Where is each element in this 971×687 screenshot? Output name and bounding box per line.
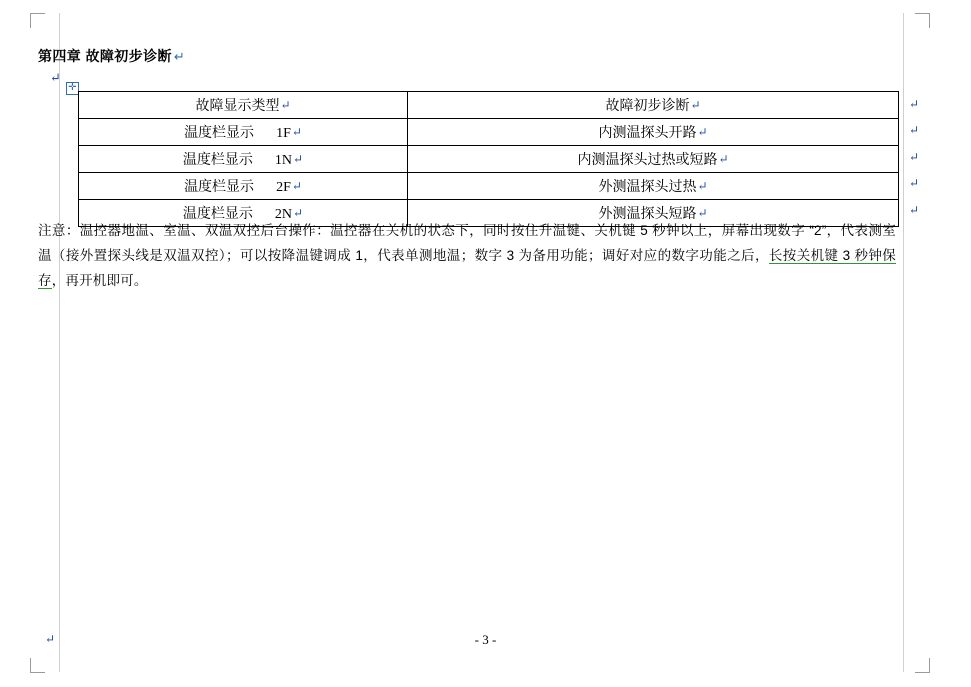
row-type-label: 温度栏显示 bbox=[182, 207, 253, 222]
row-diagnosis: 外测温探头短路 bbox=[598, 207, 697, 222]
table-header-type-label: 故障显示类型 bbox=[195, 99, 280, 114]
note-text-part2: ，再开机即可。 bbox=[51, 273, 148, 288]
cell-paragraph-mark-icon: ↵ bbox=[690, 98, 701, 112]
row-paragraph-mark-icon: ↵ bbox=[909, 202, 920, 217]
cell-paragraph-mark-icon: ↵ bbox=[291, 125, 302, 139]
table-row bbox=[79, 119, 899, 146]
table-cell-type bbox=[79, 173, 408, 200]
cell-paragraph-mark-icon: ↵ bbox=[293, 206, 304, 220]
table-header-diagnosis-label: 故障初步诊断 bbox=[605, 99, 690, 114]
table-cell-diagnosis bbox=[408, 146, 899, 173]
blank-paragraph-mark-icon: ↵ bbox=[50, 70, 61, 85]
table-row bbox=[79, 173, 899, 200]
fault-diagnosis-table bbox=[78, 91, 899, 227]
row-code: 1N bbox=[274, 153, 293, 168]
note-text-part1: 注意：温控器地温、室温、双温双控后台操作：温控器在关机的状态下，同时按住升温键、关机键 5 秒钟以上，屏幕出现数字 “2”，代表测室温（接外置探头线是双温双控）；可以按降温键调成 1，代表单测地温；数字 3 为备用功能；调好对应的数字功能之后， bbox=[38, 223, 896, 263]
table-header-row bbox=[79, 92, 899, 119]
crop-mark-top-left bbox=[30, 13, 45, 28]
table-cell-type bbox=[79, 146, 408, 173]
cell-paragraph-mark-icon: ↵ bbox=[293, 152, 304, 166]
cell-paragraph-mark-icon: ↵ bbox=[697, 125, 708, 139]
note-paragraph bbox=[38, 218, 896, 293]
row-type-label: 温度栏显示 bbox=[184, 180, 255, 195]
page-title-text: 第四章 故障初步诊断 bbox=[38, 48, 172, 64]
row-code: 2N bbox=[274, 207, 293, 222]
table-row bbox=[79, 146, 899, 173]
cell-paragraph-mark-icon: ↵ bbox=[280, 98, 291, 112]
page-number: - 3 - bbox=[474, 632, 497, 647]
row-end-marks bbox=[903, 91, 931, 223]
row-diagnosis: 内测温探头开路 bbox=[598, 126, 697, 141]
table-header-cell-diagnosis bbox=[408, 92, 899, 119]
footer-paragraph-mark-icon: ↵ bbox=[45, 632, 56, 646]
row-paragraph-mark-icon: ↵ bbox=[909, 97, 920, 111]
row-type-label: 温度栏显示 bbox=[182, 153, 253, 168]
crop-mark-bottom-left bbox=[30, 658, 45, 673]
cell-paragraph-mark-icon: ↵ bbox=[697, 179, 708, 193]
row-type-label: 温度栏显示 bbox=[184, 126, 255, 141]
cell-paragraph-mark-icon: ↵ bbox=[291, 179, 302, 193]
row-code: 1F bbox=[276, 126, 291, 141]
left-margin-line bbox=[59, 13, 60, 672]
crop-mark-bottom-right bbox=[915, 658, 930, 673]
table-header-cell-type bbox=[79, 92, 408, 119]
table-cell-type bbox=[79, 119, 408, 146]
paragraph-mark-icon: ↵ bbox=[173, 49, 186, 64]
row-paragraph-mark-icon: ↵ bbox=[909, 123, 920, 138]
row-paragraph-mark-icon: ↵ bbox=[909, 176, 920, 191]
row-code: 2F bbox=[276, 180, 291, 195]
cell-paragraph-mark-icon: ↵ bbox=[718, 152, 729, 166]
crop-mark-top-right bbox=[915, 13, 930, 28]
table-cell-diagnosis bbox=[408, 173, 899, 200]
table-cell-diagnosis bbox=[408, 119, 899, 146]
table-move-handle-icon[interactable]: ✛ bbox=[66, 82, 79, 95]
row-paragraph-mark-icon: ↵ bbox=[909, 149, 920, 164]
note-text-underlined: 长按关机键 3 秒钟保存 bbox=[38, 248, 896, 288]
row-diagnosis: 外测温探头过热 bbox=[598, 180, 697, 195]
row-diagnosis: 内测温探头过热或短路 bbox=[577, 153, 718, 168]
cell-paragraph-mark-icon: ↵ bbox=[697, 206, 708, 220]
page-title bbox=[38, 46, 185, 66]
